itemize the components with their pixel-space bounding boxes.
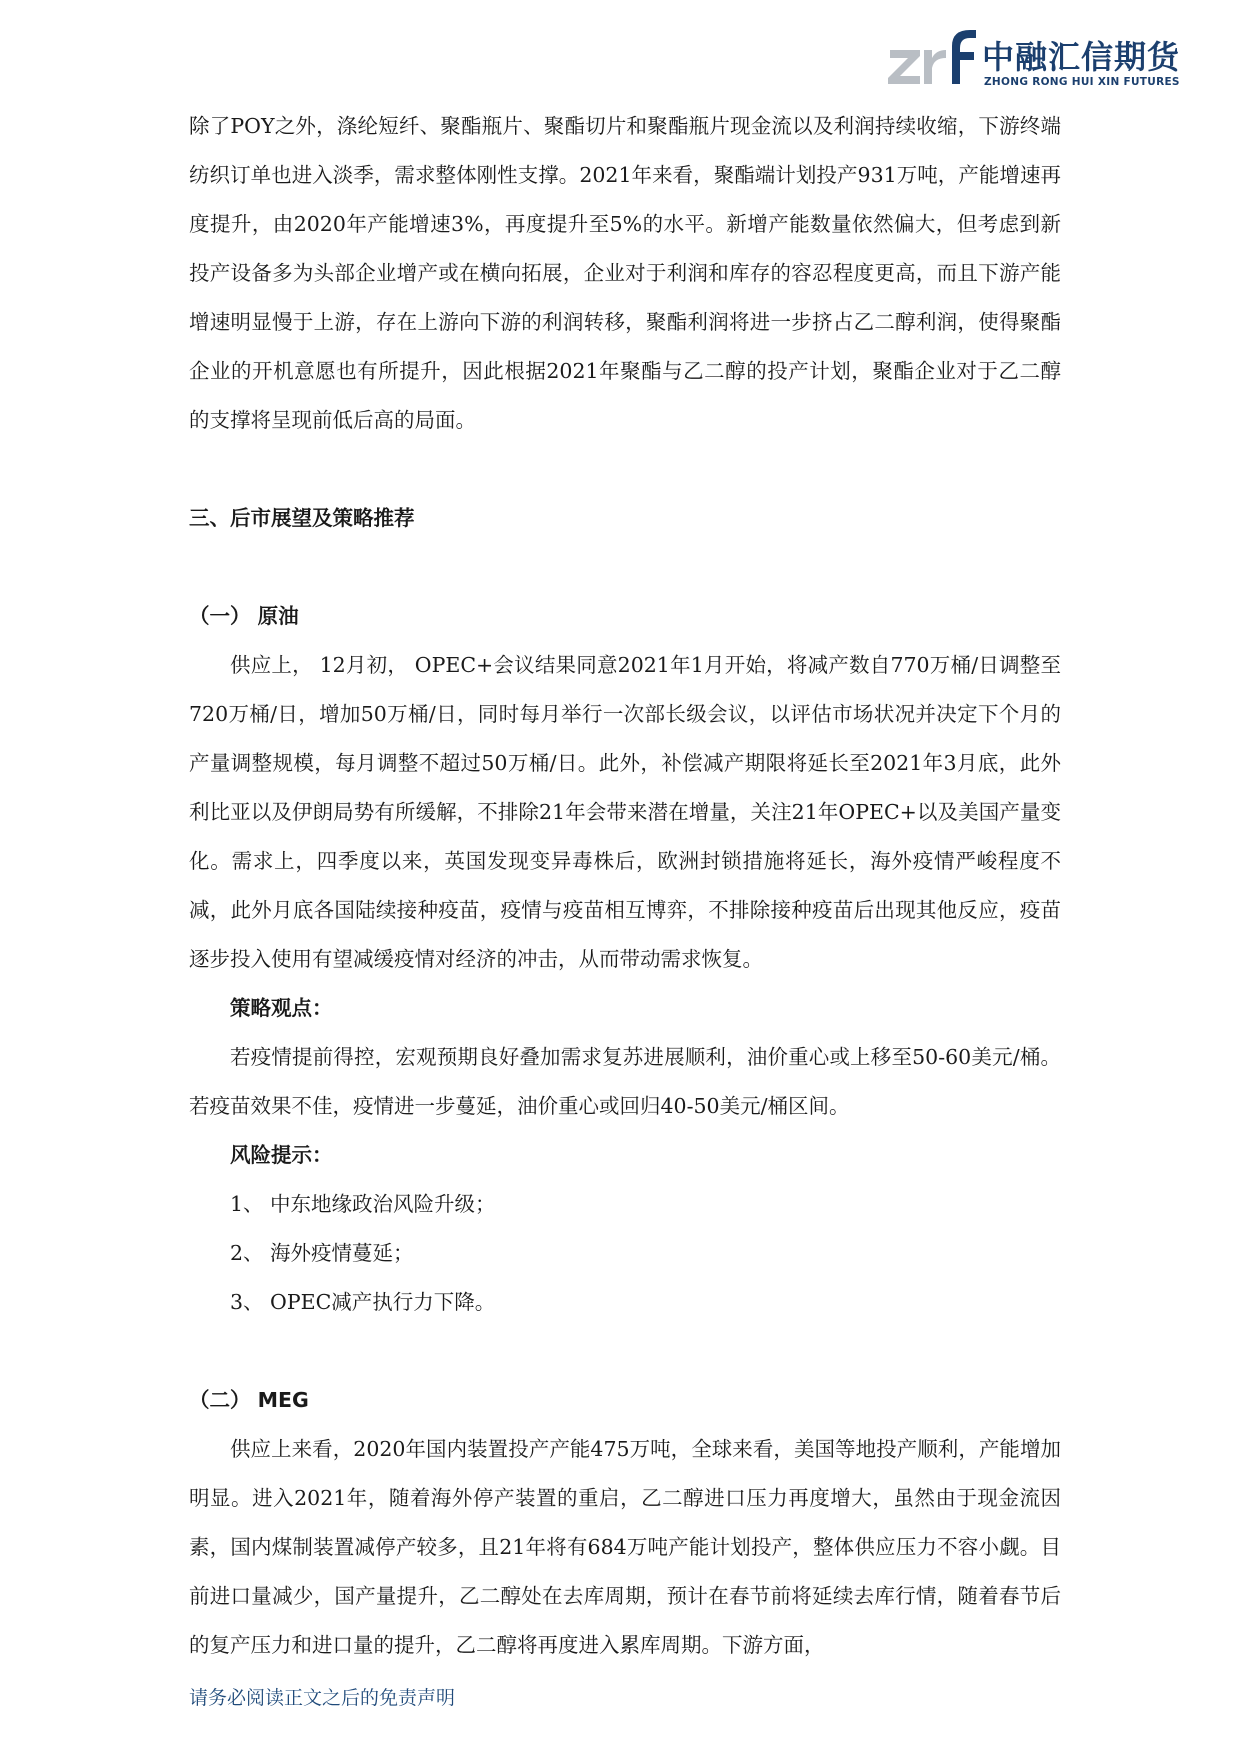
section-title: 三、后市展望及策略推荐 [189,506,415,530]
zrf-logo-mark-icon [884,28,980,94]
spacer [189,543,1061,592]
risk-item: 1、 中东地缘政治风险升级； [230,1192,496,1216]
company-logo [884,28,1181,94]
crude-paragraph: 供应上， 12月初， OPEC+会议结果同意2021年1月开始，将减产数自770万桶/日调整至720万桶/日，增加50万桶/日，同时每月举行一次部长级会议，以评估市场状况并决定下个月的产量调整规模，每月调整不超过50万桶/日。此外，补偿减产期限将延长至2021年3月底，此外利比亚以及伊朗局势有所缓解，不排除21年会带来潜在增量，关注21年OPEC+以及美国产量变化。需求上，四季度以来，英国发现变异毒株后，欧洲封锁措施将延长，海外疫情严峻程度不减，此外月底各国陆续接种疫苗，疫情与疫苗相互博弈，不排除接种疫苗后出现其他反应，疫苗逐步投入使用有望减缓疫情对经济的冲击，从而带动需求恢复。 [189,653,1061,971]
logo-english-name: ZHONG RONG HUI XIN FUTURES [984,76,1180,88]
intro-paragraph: 除了POY之外，涤纶短纤、聚酯瓶片、聚酯切片和聚酯瓶片现金流以及利润持续收缩，下游终端纺织订单也进入淡季，需求整体刚性支撑。2021年来看，聚酯端计划投产931万吨，产能增速再度提升，由2020年产能增速3%，再度提升至5%的水平。新增产能数量依然偏大，但考虑到新投产设备多为头部企业增产或在横向拓展，企业对于利润和库存的容忍程度更高，而且下游产能增速明显慢于上游，存在上游向下游的利润转移，聚酯利润将进一步挤占乙二醇利润，使得聚酯企业的开机意愿也有所提升，因此根据2021年聚酯与乙二醇的投产计划，聚酯企业对于乙二醇的支撑将呈现前低后高的局面。 [189,114,1061,432]
risk-label: 风险提示： [230,1143,333,1167]
logo-chinese-name: 中融汇信期货 [982,38,1181,76]
subsection-title-meg: （二） MEG [189,1388,309,1412]
spacer [189,1327,1061,1376]
spacer [189,445,1061,494]
document-body [189,102,1061,1670]
strategy-paragraph: 若疫情提前得控，宏观预期良好叠加需求复苏进展顺利，油价重心或上移至50-60美元/桶。若疫苗效果不佳，疫情进一步蔓延，油价重心或回归40-50美元/桶区间。 [189,1045,1061,1118]
strategy-label: 策略观点： [230,996,333,1020]
meg-paragraph: 供应上来看，2020年国内装置投产产能475万吨，全球来看，美国等地投产顺利，产能增加明显。进入2021年，随着海外停产装置的重启，乙二醇进口压力再度增大，虽然由于现金流因素，国内煤制装置减停产较多，且21年将有684万吨产能计划投产，整体供应压力不容小觑。目前进口量减少，国产量提升，乙二醇处在去库周期，预计在春节前将延续去库行情，随着春节后的复产压力和进口量的提升，乙二醇将再度进入累库周期。下游方面， [189,1437,1061,1657]
subsection-title-crude: （一） 原油 [189,604,299,628]
footer-disclaimer: 请务必阅读正文之后的免责声明 [189,1687,456,1709]
risk-item: 3、 OPEC减产执行力下降。 [230,1290,496,1314]
risk-item: 2、 海外疫情蔓延； [230,1241,414,1265]
